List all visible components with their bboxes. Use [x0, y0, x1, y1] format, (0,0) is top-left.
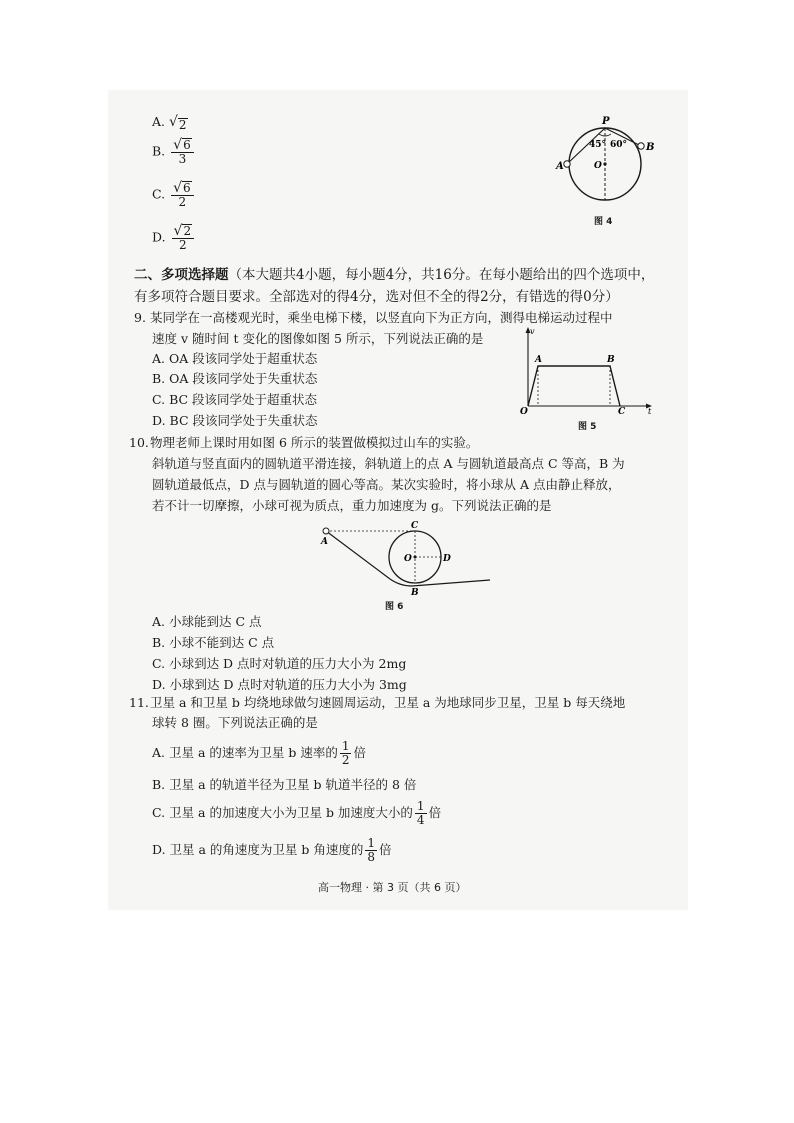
fraction: $\frac{1}{4}$	[416, 799, 425, 827]
q11-number: 11.	[129, 695, 149, 710]
option-label: C.	[152, 186, 166, 202]
figure-6-caption: 图 6	[385, 602, 404, 612]
fraction: √ 2 2	[172, 224, 195, 252]
q10-option-a: A. 小球能到达 C 点	[152, 614, 262, 629]
fraction: √ 6 2	[171, 181, 194, 209]
q10-stem-line-4: 若不计一切摩擦，小球可视为质点，重力加速度为 g。下列说法正确的是	[152, 498, 552, 513]
q9-number: 9.	[134, 310, 146, 325]
q9-stem-line-1: 某同学在一高楼观光时，乘坐电梯下楼，以竖直向下为正方向，测得电梯运动过程中	[150, 310, 613, 325]
q11-option-d	[152, 837, 392, 864]
q10-stem-line-2: 斜轨道与竖直面内的圆轨道平滑连接，斜轨道上的点 A 与圆轨道最高点 C 等高，B 为	[152, 456, 625, 471]
q9-option-b: B. OA 段该同学处于失重状态	[152, 371, 318, 386]
figure-5-vt-graph	[516, 324, 661, 416]
q10-option-b: B. 小球不能到达 C 点	[152, 635, 275, 650]
section-heading: 二、多项选择题	[134, 267, 229, 283]
q8-option-a	[152, 112, 188, 132]
label-O: O	[594, 161, 602, 171]
q10-stem-line-1: 物理老师上课时用如图 6 所示的装置做模拟过山车的实验。	[150, 435, 479, 450]
option-tail: 倍	[353, 745, 366, 760]
section-instructions: （本大题共4小题，每小题4分，共16分。在每小题给出的四个选项中，	[228, 267, 655, 283]
figure-4-caption: 图 4	[594, 217, 613, 227]
fraction: $\frac{1}{2}$	[341, 739, 350, 767]
figure-4-circle-diagram	[555, 112, 665, 227]
q11-option-b: B. 卫星 a 的轨道半径为卫星 b 轨道半径的 8 倍	[152, 777, 417, 792]
q11-stem-line-2: 球转 8 圈。下列说法正确的是	[152, 715, 318, 730]
q8-option-b	[152, 138, 196, 166]
option-label: A.	[152, 114, 166, 129]
angle-60-label: 60°	[610, 140, 628, 150]
fraction: √ 6 3	[171, 138, 194, 166]
q10-option-d: D. 小球到达 D 点时对轨道的压力大小为 3mg	[152, 677, 407, 692]
option-label: B.	[152, 143, 166, 159]
label-A: A	[556, 161, 564, 172]
q9-option-c: C. BC 段该同学处于超重状态	[152, 392, 318, 407]
fraction: $\frac{1}{8}$	[367, 836, 376, 864]
angle-45-label: 45°	[589, 140, 607, 150]
q11-option-a	[152, 740, 366, 767]
q8-option-c	[152, 181, 196, 209]
q8-option-d	[152, 224, 196, 252]
q10-number: 10.	[129, 435, 149, 450]
q9-option-a: A. OA 段该同学处于超重状态	[152, 351, 318, 366]
section-2-line-2: 有多项符合题目要求。全部选对的得4分，选对但不全的得2分，有错选的得0分）	[134, 289, 619, 305]
page-footer: 高一物理 · 第 3 页（共 6 页）	[318, 881, 467, 894]
label-A: A	[535, 355, 542, 365]
label-A: A	[321, 537, 328, 547]
q10-stem-line-3: 圆轨道最低点，D 点与圆轨道的圆心等高。某次实验时，将小球从 A 点由静止释放，	[152, 477, 621, 492]
label-D: D	[443, 554, 451, 564]
option-text: D. 卫星 a 的角速度为卫星 b 角速度的	[152, 842, 364, 857]
label-O: O	[520, 407, 528, 416]
label-B: B	[411, 588, 419, 597]
label-C: C	[618, 407, 626, 416]
label-O: O	[404, 554, 412, 564]
option-label: D.	[152, 229, 166, 245]
label-B: B	[646, 142, 655, 153]
figure-6-loop-track	[300, 517, 500, 597]
label-C: C	[411, 521, 419, 531]
option-tail: 倍	[379, 842, 392, 857]
label-B: B	[607, 355, 615, 365]
axis-label-t: t	[648, 407, 652, 416]
option-text: C. 卫星 a 的加速度大小为卫星 b 加速度大小的	[152, 805, 413, 820]
sqrt-expression: √ 2	[169, 114, 187, 132]
figure-5-caption: 图 5	[578, 422, 597, 432]
q10-option-c: C. 小球到达 D 点时对轨道的压力大小为 2mg	[152, 656, 407, 671]
option-text: A. 卫星 a 的速率为卫星 b 速率的	[152, 745, 338, 760]
q9-stem-line-2: 速度 v 随时间 t 变化的图像如图 5 所示，下列说法正确的是	[152, 331, 484, 346]
q11-stem-line-1: 卫星 a 和卫星 b 均绕地球做匀速圆周运动，卫星 a 为地球同步卫星，卫星 b 每天绕地	[150, 695, 626, 710]
option-tail: 倍	[428, 805, 442, 820]
q11-option-c	[152, 800, 441, 827]
axis-label-v: v	[530, 327, 535, 336]
section-2-line-1	[134, 265, 654, 285]
label-P: P	[602, 116, 610, 127]
q9-option-d: D. BC 段该同学处于失重状态	[152, 413, 318, 428]
